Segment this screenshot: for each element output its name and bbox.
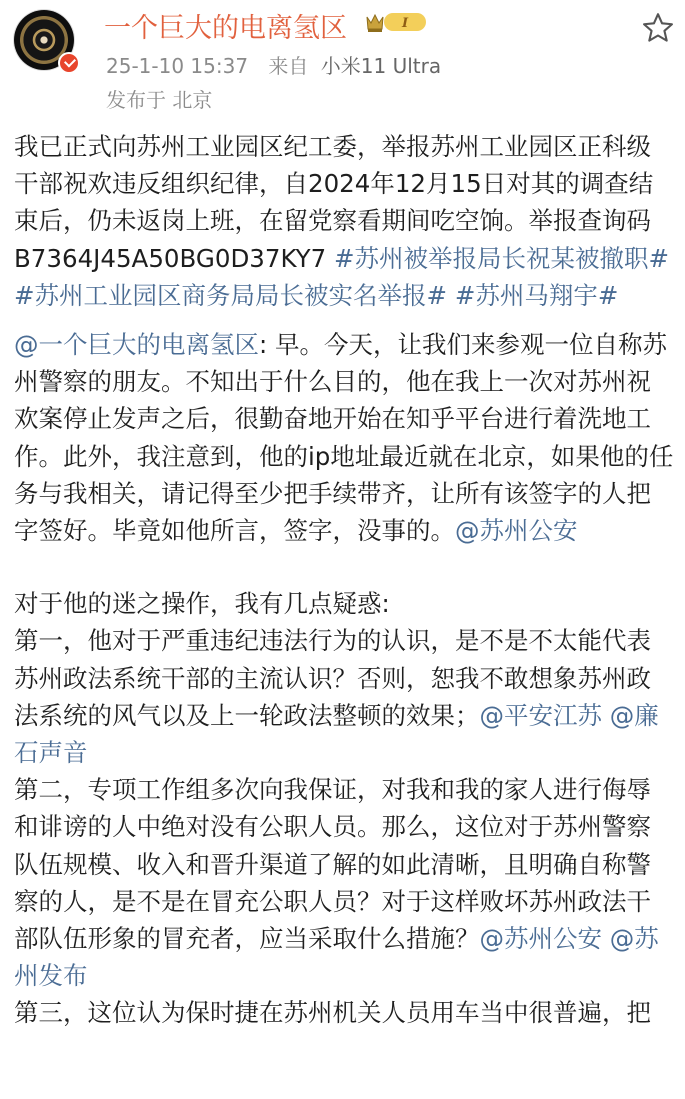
post-text: 我已正式向苏州工业园区纪工委，举报苏州工业园区正科级干部祝欢违反组织纪律，自2024年12月15日对其的调查结束后，仍未返岗上班，在留党察看期间吃空饷。举报查询码B7364J45A50BG0D37KY7 <box>14 132 654 273</box>
hashtag-link[interactable]: #苏州工业园区商务局局长被实名举报# <box>14 280 448 310</box>
post-location: 发布于 北京 <box>106 88 213 112</box>
post-text: 第二，专项工作组多次向我保证，对我和我的家人进行侮辱和诽谤的人中绝对没有公职人员。那么，这位对于苏州警察队伍规模、收入和晋升渠道了解的如此清晰，且明确自称警察的人，是不是在冒充公职人员？对于这样败坏苏州政法干部队伍形象的冒充者，应当采取什么措施？ <box>14 775 651 954</box>
post-text <box>447 281 455 310</box>
verified-badge-icon <box>58 52 80 74</box>
post-paragraph-4 <box>14 622 674 771</box>
post-text: 第三，这位认为保时捷在苏州机关人员用车当中很普遍，把 <box>14 998 651 1028</box>
post-timestamp: 25-1-10 15:37 <box>106 54 249 78</box>
post-paragraph-2 <box>14 326 674 549</box>
post-body <box>14 128 674 1032</box>
post-paragraph-3 <box>14 585 674 622</box>
post-paragraph-5 <box>14 771 674 994</box>
mention-link[interactable]: @苏州公安 <box>479 924 602 954</box>
level-crown-badge-icon <box>364 9 428 35</box>
mention-link[interactable]: @一个巨大的电离氢区 <box>14 330 259 360</box>
post-header <box>0 0 685 120</box>
username[interactable]: 一个巨大的电离氢区 <box>104 13 347 44</box>
post-text <box>602 924 610 953</box>
post-text <box>602 701 610 730</box>
mention-link[interactable]: @廉石声音 <box>14 700 659 768</box>
post-paragraph-6 <box>14 994 674 1031</box>
post-text: 第一，他对于严重违纪违法行为的认识，是不是不太能代表苏州政法系统干部的主流认识？否则，恕我不敢想象苏州政法系统的风气以及上一轮政法整顿的效果； <box>14 626 651 730</box>
post-text: : 早。今天，让我们来参观一位自称苏州警察的朋友。不知出于什么目的，他在我上一次对苏州祝欢案停止发声之后，很勤奋地开始在知乎平台进行着洗地工作。此外，我注意到，他的ip地址最近就在北京，如果他的任务与我相关，请记得至少把手续带齐，让所有该签字的人把字签好。毕竟如他所言，签字，没事的。 <box>14 330 674 546</box>
device-name: 小米11 Ultra <box>320 54 442 78</box>
source-prefix: 来自 <box>268 54 309 78</box>
mention-link[interactable]: @苏州公安 <box>455 516 578 546</box>
post-text: 对于他的迷之操作，我有几点疑惑: <box>14 589 390 619</box>
hashtag-link[interactable]: #苏州马翔宇# <box>454 280 619 310</box>
hashtag-link[interactable]: #苏州被举报局长祝某被撤职# <box>334 243 670 273</box>
post-paragraph-1 <box>14 128 674 314</box>
favorite-star-icon[interactable] <box>640 10 676 46</box>
level-badge-text: I <box>401 16 409 31</box>
post-meta <box>106 50 455 79</box>
mention-link[interactable]: @平安江苏 <box>479 700 602 730</box>
mention-link[interactable]: @苏州发布 <box>14 924 659 991</box>
